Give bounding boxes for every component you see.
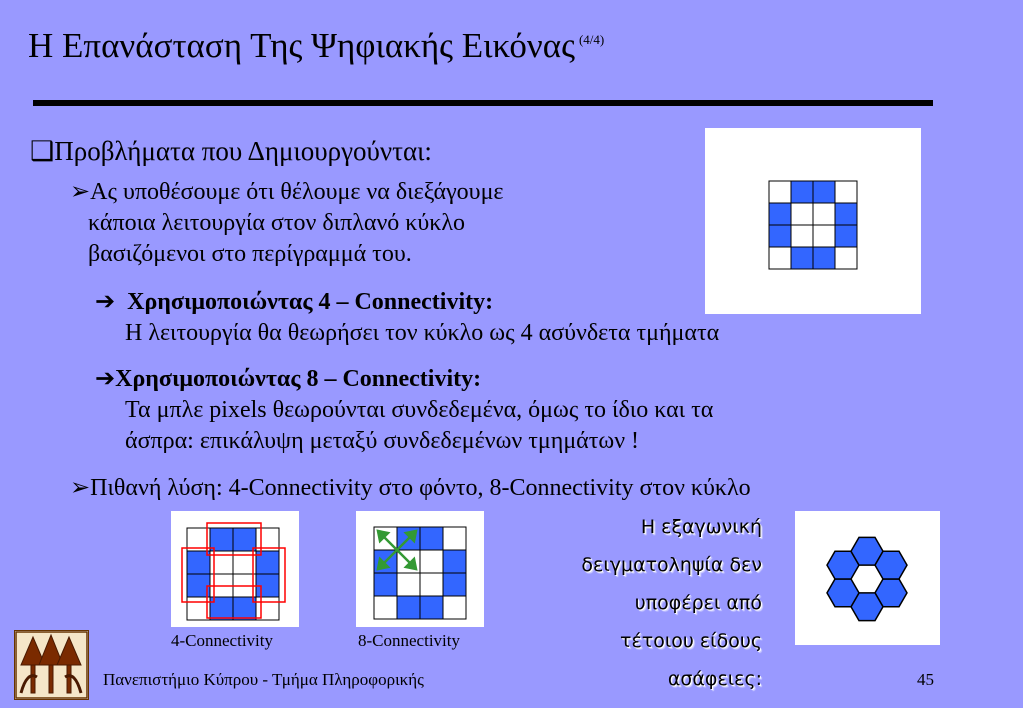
white-pixel (443, 527, 466, 550)
footer-text: Πανεπιστήμιο Κύπρου - Τμήμα Πληροφορικής (103, 670, 424, 689)
main-bullet (30, 134, 432, 168)
right-arrow-icon: ➔ (95, 289, 116, 315)
white-pixel (813, 203, 835, 225)
hex-note-line-5: ασάφειες: (667, 668, 762, 690)
white-pixel (769, 247, 791, 269)
white-pixel (791, 225, 813, 247)
blue-pixel (813, 181, 835, 203)
sub-bullet-1-line-2: κάποια λειτουργία στον διπλανό κύκλο (88, 210, 466, 236)
hexagon-cell (827, 579, 859, 607)
blue-pixel (443, 550, 466, 573)
sub-bullet-2 (70, 473, 751, 504)
checkbox-bullet-icon: ❑ (30, 136, 55, 166)
blue-pixel (791, 247, 813, 269)
white-pixel (835, 181, 857, 203)
item-4-heading: Χρησιμοποιώντας 4 – Connectivity: (127, 289, 494, 315)
eight-connectivity-image (356, 511, 484, 627)
blue-pixel (769, 225, 791, 247)
item-4-connectivity (95, 287, 719, 349)
tree-logo-icon (15, 631, 88, 699)
title-divider (33, 100, 933, 106)
blue-pixel (443, 573, 466, 596)
title-subscript: (4/4) (578, 32, 605, 48)
right-arrow-icon: ➔ (95, 366, 116, 392)
blue-pixel (374, 573, 397, 596)
white-pixel (397, 573, 420, 596)
blue-pixel (397, 596, 420, 619)
white-pixel (791, 203, 813, 225)
blue-pixel (769, 203, 791, 225)
caption-4-connectivity: 4-Connectivity (171, 631, 273, 650)
slide-title (28, 26, 604, 66)
white-pixel (374, 596, 397, 619)
blue-pixel (813, 247, 835, 269)
item-8-connectivity (95, 364, 713, 457)
sub-bullet-1-line-1: Ας υποθέσουμε ότι θέλουμε να διεξάγουμε (90, 179, 504, 205)
item-4-body: Η λειτουργία θα θεωρήσει τον κύκλο ως 4 ασύνδετα τμήματα (125, 320, 720, 346)
caption-8-connectivity: 8-Connectivity (358, 631, 460, 650)
hexagon-cell (875, 551, 907, 579)
arrowhead-bullet-icon: ➢ (70, 475, 91, 501)
hex-note-line-2: δειγματοληψία δεν (581, 554, 762, 576)
hex-note-line-3: υποφέρει από (634, 592, 762, 614)
white-pixel (769, 181, 791, 203)
hex-note-line-1: Η εξαγωνική (640, 516, 762, 538)
pixel-grid-top (705, 128, 921, 314)
page-number: 45 (917, 670, 934, 689)
sub-bullet-2-text: Πιθανή λύση: 4-Connectivity στο φόντο, 8-Connectivity στον κύκλο (90, 475, 751, 501)
blue-pixel (791, 181, 813, 203)
item-8-body-line-1: Τα μπλε pixels θεωρούνται συνδεδεμένα, όμως το ίδιο και τα (125, 397, 714, 423)
pixel-grid-4conn (171, 511, 299, 627)
sub-bullet-1-line-3: βασιζόμενοι στο περίγραμμά του. (88, 241, 412, 267)
hex-note-line-4: τέτοιου είδους (620, 630, 762, 652)
white-pixel (835, 247, 857, 269)
blue-pixel (420, 596, 443, 619)
university-logo (14, 630, 89, 700)
hexagonal-note (520, 508, 762, 698)
hexagon-ring (795, 511, 940, 645)
white-pixel (443, 596, 466, 619)
arrowhead-bullet-icon: ➢ (70, 179, 91, 205)
white-pixel (256, 597, 279, 620)
circle-pixel-image (705, 128, 921, 314)
blue-pixel (420, 527, 443, 550)
title-text: Η Επανάσταση Της Ψηφιακής Εικόνας (28, 26, 575, 65)
sub-bullet-1 (70, 177, 504, 270)
pixel-grid-8conn (356, 511, 484, 627)
main-bullet-text: Προβλήματα που Δημιουργούνται: (54, 136, 432, 166)
white-pixel (420, 573, 443, 596)
item-8-body-line-2: άσπρα: επικάλυψη μεταξύ συνδεδεμένων τμημάτων ! (125, 428, 640, 454)
blue-pixel (835, 225, 857, 247)
item-8-heading: Χρησιμοποιώντας 8 – Connectivity: (115, 366, 482, 392)
white-pixel (813, 225, 835, 247)
four-connectivity-image (171, 511, 299, 627)
hexagon-ring-image (795, 511, 940, 645)
white-pixel (420, 550, 443, 573)
blue-pixel (835, 203, 857, 225)
